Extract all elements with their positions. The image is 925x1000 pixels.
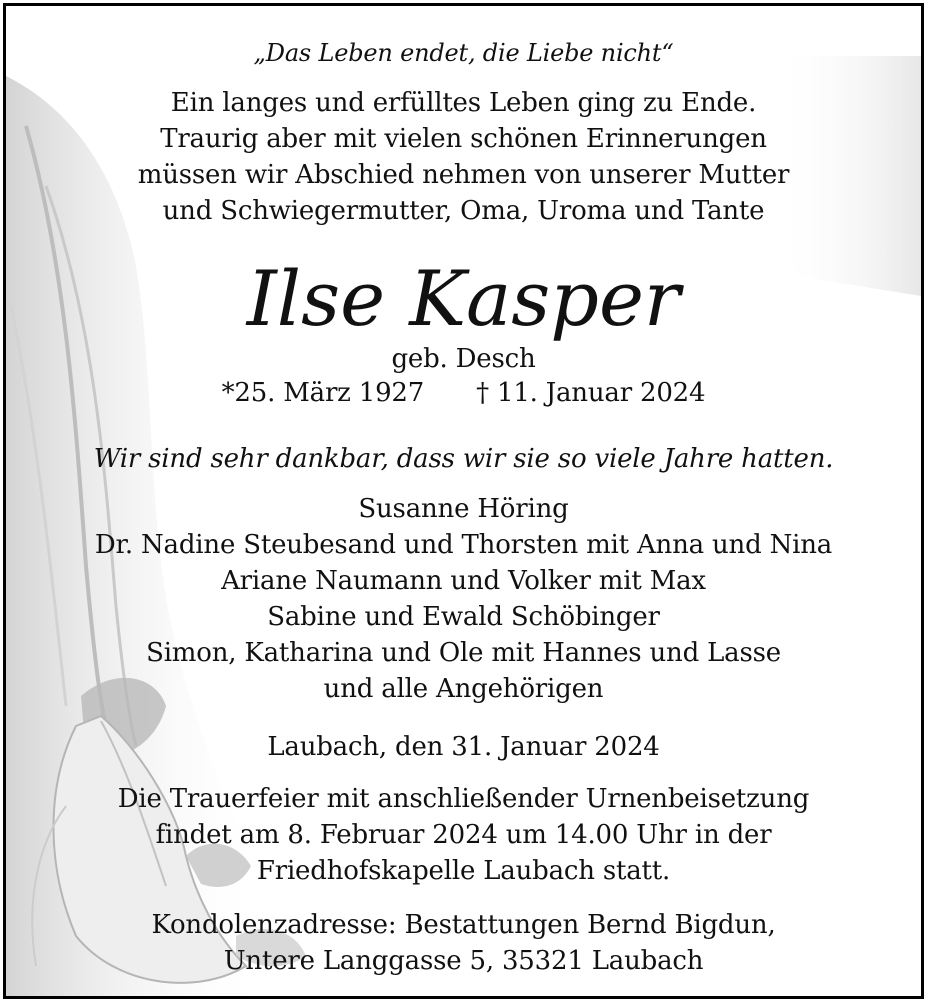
mourner-line: Simon, Katharina und Ole mit Hannes und Lasse (146, 638, 781, 668)
ceremony-line: findet am 8. Februar 2024 um 14.00 Uhr in der (155, 820, 772, 850)
death-date: † 11. Januar 2024 (476, 378, 706, 408)
birth-date: *25. März 1927 (221, 378, 425, 408)
ceremony-line: Friedhofskapelle Laubach statt. (256, 856, 671, 886)
mourner-line: und alle Angehörigen (323, 674, 604, 704)
mourner-line: Ariane Naumann und Volker mit Max (221, 566, 706, 596)
intro-line: müssen wir Abschied nehmen von unserer Mutter (137, 160, 790, 190)
condolence-line: Kondolenzadresse: Bestattungen Bernd Bigdun, (151, 910, 776, 940)
mourner-line: Dr. Nadine Steubesand und Thorsten mit Anna und Nina (94, 530, 833, 560)
mourner-line: Sabine und Ewald Schöbinger (267, 602, 660, 632)
thanks-line: Wir sind sehr dankbar, dass wir sie so viele Jahre hatten. (93, 444, 834, 474)
intro-line: Ein langes und erfülltes Leben ging zu Ende. (170, 88, 757, 118)
life-dates (6, 376, 921, 410)
mourner-line: Susanne Höring (358, 494, 569, 524)
intro-line: und Schwiegermutter, Oma, Uroma und Tante (162, 196, 765, 226)
motto-quote: „Das Leben endet, die Liebe nicht“ (253, 39, 674, 67)
obituary-notice (3, 3, 924, 999)
deceased-name: Ilse Kasper (246, 254, 681, 343)
place-date: Laubach, den 31. Januar 2024 (267, 732, 660, 762)
condolence-line: Untere Langgasse 5, 35321 Laubach (223, 946, 704, 976)
notice-text (6, 6, 921, 996)
maiden-name: geb. Desch (391, 344, 536, 374)
ceremony-line: Die Trauerfeier mit anschließender Urnenbeisetzung (117, 784, 810, 814)
intro-line: Traurig aber mit vielen schönen Erinnerungen (160, 124, 767, 154)
